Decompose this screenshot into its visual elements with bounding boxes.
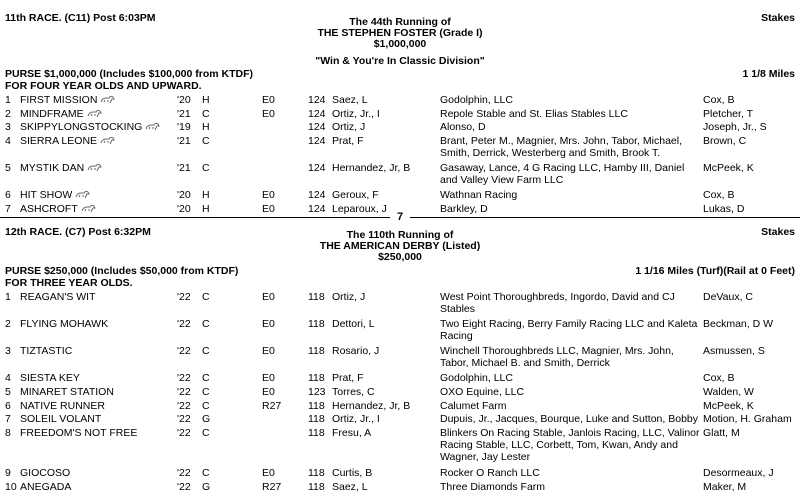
horse-sex: G [202,481,211,493]
trainer: Glatt, M [703,427,740,439]
entry-row [0,94,800,106]
horse-sex: H [202,121,210,133]
foal-year: '21 [177,162,191,174]
jockey: Fresu, A [332,427,372,439]
owner: Dupuis, Jr., Jacques, Bourque, Luke and Sutton, Bobby [440,413,698,425]
trainer: Cox, B [703,189,735,201]
jockey: Ortiz, J [332,121,366,133]
race12-type: Stakes [761,226,795,238]
trainer: Lukas, D [703,203,745,215]
horse-icon [100,136,115,148]
horse-name [20,291,96,303]
foal-year: '22 [177,318,191,330]
entry-number: 9 [5,467,11,479]
entry-row [0,413,800,425]
horse-name-text: ANEGADA [20,481,72,493]
entry-row [0,189,800,201]
horse-icon [100,95,115,107]
entry-row [0,291,800,315]
race11-type: Stakes [761,12,795,24]
trainer: Beckman, D W [703,318,774,330]
weight: 118 [308,427,325,439]
horse-name [20,413,101,425]
foal-year: '21 [177,108,191,120]
foal-year: '19 [177,121,191,133]
race11-purse: PURSE $1,000,000 (Includes $100,000 from KTDF) [5,68,254,80]
jockey: Geroux, F [332,189,379,201]
trainer: Maker, M [703,481,747,493]
entry-number: 4 [5,372,11,384]
horse-name-text: MINARET STATION [20,386,114,398]
owner: Barkley, D [440,203,488,215]
horse-sex: H [202,94,210,106]
horse-name [20,427,137,439]
entry-number: 2 [5,108,11,120]
horse-name [20,203,96,216]
owner: Two Eight Racing, Berry Family Racing LLC and Kaleta Racing [440,318,698,342]
entry-row [0,400,800,412]
entry-row [0,345,800,369]
medication: E0 [262,94,275,106]
foal-year: '22 [177,467,191,479]
weight: 118 [308,291,325,303]
horse-icon [145,122,160,134]
horse-name [20,467,70,479]
medication: E0 [262,203,275,215]
horse-name-text: HIT SHOW [20,189,73,201]
horse-icon [87,109,102,121]
race11-subtitle: "Win & You're In Classic Division" [315,55,485,67]
horse-sex: H [202,203,210,215]
horse-icon [81,204,96,216]
foal-year: '22 [177,372,191,384]
jockey: Prat, F [332,372,364,384]
horse-name [20,94,115,107]
trainer: Cox, B [703,372,735,384]
race11-conditions: FOR FOUR YEAR OLDS AND UPWARD. [5,80,202,92]
horse-name-text: SKIPPYLONGSTOCKING [20,121,143,133]
race12-conditions: FOR THREE YEAR OLDS. [5,277,133,289]
owner: Brant, Peter M., Magnier, Mrs. John, Tabor, Michael, Smith, Derrick, Westerberg and Smith, Brook T. [440,135,682,159]
horse-sex: C [202,291,210,303]
entry-number: 5 [5,162,11,174]
jockey: Ortiz, J [332,291,366,303]
trainer: McPeek, K [703,162,754,174]
trainer: McPeek, K [703,400,754,412]
medication: E0 [262,345,275,357]
owner: Blinkers On Racing Stable, Janlois Racing, LLC, Valinor Racing Stable, LLC, Corbett, Tom, Kwan, Andy and Wagner, Jay Lester [440,427,700,463]
weight: 124 [308,94,326,106]
horse-sex: C [202,400,210,412]
horse-sex: H [202,189,210,201]
foal-year: '22 [177,386,191,398]
owner: Godolphin, LLC [440,372,513,384]
race12-title-line1: The 110th Running of [346,229,454,241]
entry-row [0,481,800,493]
horse-name-text: FLYING MOHAWK [20,318,109,330]
owner: West Point Thoroughbreds, Ingordo, David and CJ Stables [440,291,675,315]
weight: 118 [308,318,325,330]
horse-sex: C [202,162,210,174]
horse-icon [87,163,102,175]
weight: 118 [308,372,325,384]
horse-name-text: FIRST MISSION [20,94,98,106]
entry-number: 10 [5,481,17,493]
entry-number: 1 [5,94,11,106]
foal-year: '22 [177,413,191,425]
foal-year: '20 [177,189,191,201]
horse-name [20,386,114,398]
jockey: Curtis, B [332,467,373,479]
race12-header: 12th RACE. (C7) Post 6:32PM [5,226,151,238]
horse-name-text: MYSTIK DAN [20,162,85,174]
weight: 118 [308,467,325,479]
owner: Winchell Thoroughbreds LLC, Magnier, Mrs. John, Tabor, Michael B. and Smith, Derrick [440,345,674,369]
weight: 124 [308,162,326,174]
race12-purse: PURSE $250,000 (Includes $50,000 from KTDF) [5,265,239,277]
owner: OXO Equine, LLC [440,386,525,398]
entry-number: 2 [5,318,11,330]
owner: Godolphin, LLC [440,94,513,106]
horse-name [20,345,72,357]
jockey: Saez, L [332,481,368,493]
trainer: Desormeaux, J [703,467,774,479]
entry-number: 7 [5,203,11,215]
horse-name [20,400,105,412]
entry-number: 1 [5,291,11,303]
weight: 124 [308,203,326,215]
weight: 124 [308,189,326,201]
horse-name [20,108,102,121]
trainer: Cox, B [703,94,735,106]
owner: Calumet Farm [440,400,507,412]
entry-number: 3 [5,345,11,357]
horse-name [20,135,115,148]
medication: E0 [262,372,275,384]
medication: E0 [262,291,275,303]
horse-name-text: SIESTA KEY [20,372,80,384]
trainer: Walden, W [703,386,754,398]
owner: Gasaway, Lance, 4 G Racing LLC, Hamby III, Daniel and Valley View Farm LLC [440,162,685,186]
medication: E0 [262,467,275,479]
foal-year: '22 [177,481,191,493]
jockey: Rosario, J [332,345,380,357]
entry-number: 4 [5,135,11,147]
horse-name [20,481,71,493]
weight: 124 [308,121,326,133]
horse-sex: C [202,467,210,479]
entry-number: 7 [5,413,11,425]
owner: Wathnan Racing [440,189,518,201]
entry-row [0,386,800,398]
race12-title-line3: $250,000 [378,251,422,263]
jockey: Hernandez, Jr, B [332,162,411,174]
foal-year: '22 [177,291,191,303]
entry-number: 6 [5,189,11,201]
jockey: Dettori, L [332,318,375,330]
horse-name-text: TIZTASTIC [20,345,73,357]
owner: Rocker O Ranch LLC [440,467,540,479]
weight: 123 [308,386,326,398]
trainer: Joseph, Jr., S [703,121,767,133]
entry-row [0,318,800,342]
entry-number: 6 [5,400,11,412]
race12-title-line2: THE AMERICAN DERBY (Listed) [319,240,481,252]
horse-name [20,162,102,175]
horse-name-text: REAGAN'S WIT [20,291,96,303]
trainer: Pletcher, T [703,108,753,120]
jockey: Saez, L [332,94,368,106]
entry-row [0,372,800,384]
horse-name [20,372,80,384]
trainer: Brown, C [703,135,747,147]
horse-sex: C [202,386,210,398]
foal-year: '20 [177,203,191,215]
medication: E0 [262,189,275,201]
jockey: Hernandez, Jr, B [332,400,411,412]
horse-name [20,318,108,330]
race11-distance: 1 1/8 Miles [742,68,795,80]
horse-sex: G [202,413,211,425]
horse-name-text: NATIVE RUNNER [20,400,105,412]
medication: R27 [262,481,282,493]
page-number: 7 [390,211,410,223]
horse-sex: C [202,345,210,357]
entry-row [0,121,800,133]
entry-row [0,467,800,479]
owner: Three Diamonds Farm [440,481,546,493]
trainer: Motion, H. Graham [703,413,792,425]
race12-distance: 1 1/16 Miles (Turf)(Rail at 0 Feet) [635,265,795,277]
entry-row [0,108,800,120]
horse-sex: C [202,372,210,384]
medication: E0 [262,318,275,330]
foal-year: '22 [177,427,191,439]
jockey: Ortiz, Jr., I [332,108,380,120]
foal-year: '22 [177,400,191,412]
entry-number: 3 [5,121,11,133]
weight: 118 [308,345,325,357]
race11-header: 11th RACE. (C11) Post 6:03PM [5,12,156,24]
medication: R27 [262,400,282,412]
horse-name [20,189,90,202]
trainer: Asmussen, S [703,345,765,357]
horse-name [20,121,160,134]
foal-year: '20 [177,94,191,106]
race11-title-line3: $1,000,000 [373,38,427,50]
entry-row [0,162,800,186]
horse-sex: C [202,108,210,120]
horse-name-text: SOLEIL VOLANT [20,413,102,425]
entry-row [0,135,800,159]
foal-year: '21 [177,135,191,147]
horse-name-text: MINDFRAME [20,108,84,120]
trainer: DeVaux, C [703,291,753,303]
jockey: Prat, F [332,135,364,147]
horse-name-text: GIOCOSO [20,467,71,479]
jockey: Ortiz, Jr., I [332,413,380,425]
weight: 118 [308,413,325,425]
medication: E0 [262,386,275,398]
weight: 124 [308,108,326,120]
horse-name-text: ASHCROFT [20,203,78,215]
jockey: Leparoux, J [332,203,387,215]
medication: E0 [262,108,275,120]
jockey: Torres, C [332,386,375,398]
horse-name-text: SIERRA LEONE [20,135,98,147]
entry-number: 5 [5,386,11,398]
owner: Alonso, D [440,121,486,133]
horse-sex: C [202,135,210,147]
weight: 118 [308,400,325,412]
weight: 124 [308,135,326,147]
foal-year: '22 [177,345,191,357]
race11-title-line2: THE STEPHEN FOSTER (Grade I) [317,27,483,39]
owner: Repole Stable and St. Elias Stables LLC [440,108,628,120]
horse-icon [75,190,90,202]
entry-number: 8 [5,427,11,439]
horse-sex: C [202,427,210,439]
horse-name-text: FREEDOM'S NOT FREE [20,427,138,439]
entry-row [0,427,800,463]
horse-sex: C [202,318,210,330]
weight: 118 [308,481,325,493]
race11-title-line1: The 44th Running of [349,16,451,28]
